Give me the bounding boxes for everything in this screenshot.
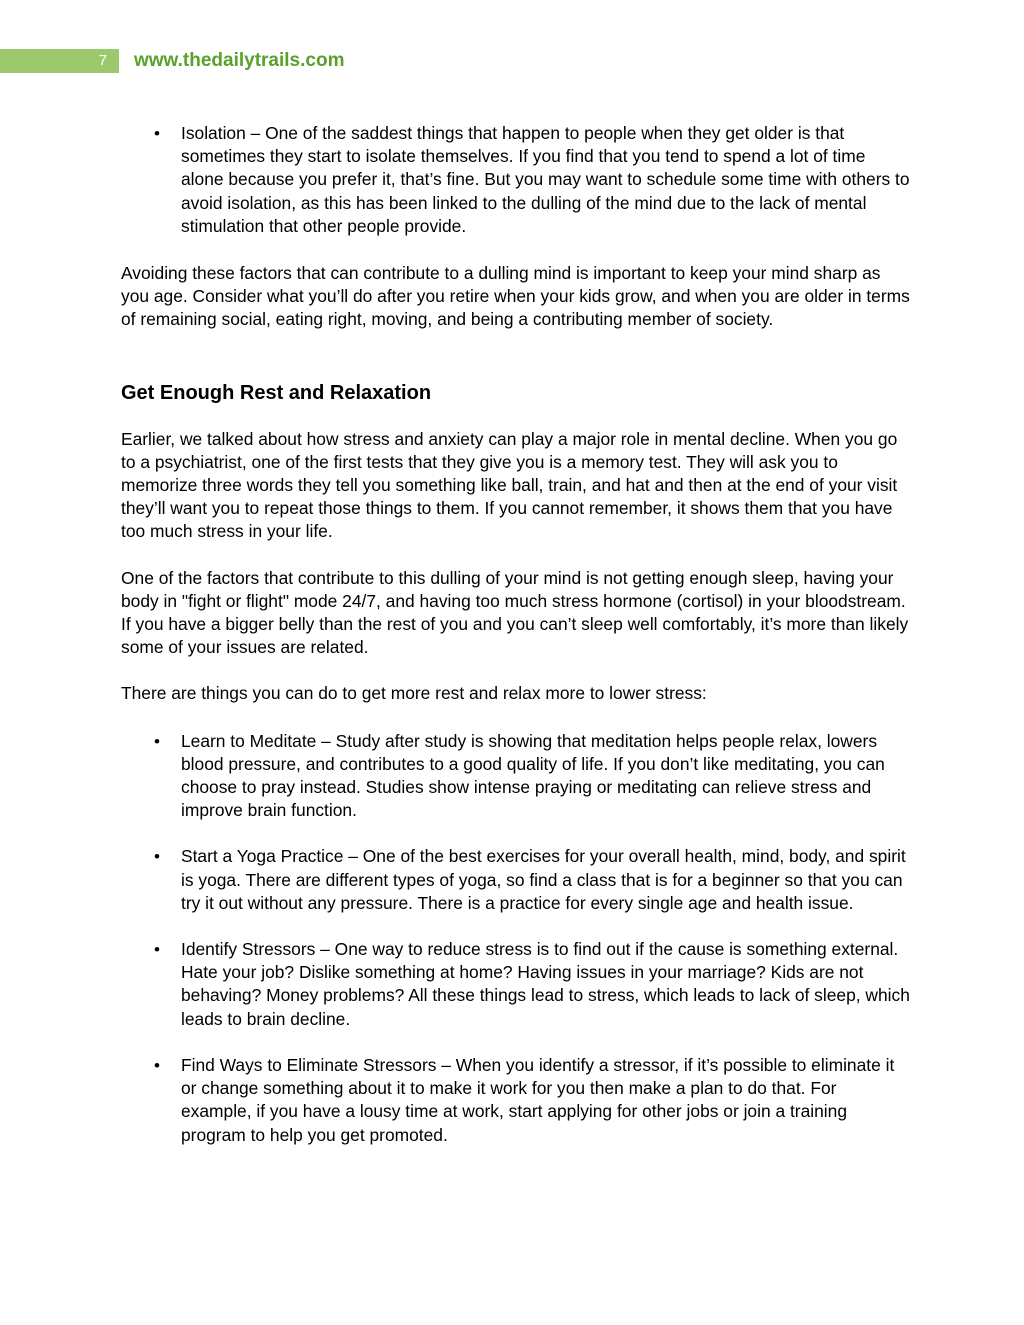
list-item	[121, 122, 911, 238]
summary-paragraph: Avoiding these factors that can contribute to a dulling mind is important to keep your mind sharp as you age. Consider what you’ll do after you retire when your kids grow, and when you are older in terms of remaining social, eating right, moving, and being a contributing member of society.	[121, 263, 910, 330]
list-item	[121, 938, 911, 1031]
page-number: 7	[0, 49, 119, 73]
list-item	[121, 1054, 911, 1147]
bullet-icon: •	[154, 731, 160, 751]
bullet-icon: •	[154, 124, 160, 143]
paragraph-sleep-factors: One of the factors that contribute to this dulling of your mind is not getting enough sleep, having your body in "fight or flight" mode 24/7, and having too much stress hormone (cortisol) in your bloodstream. If you have a bigger belly than the rest of you and you can’t sleep well comfortably, it’s more than likely some of your issues are related.	[121, 567, 909, 658]
relaxation-bullet-list	[121, 730, 911, 1147]
bullet-icon: •	[154, 847, 160, 867]
list-item	[121, 845, 911, 915]
section-heading: Get Enough Rest and Relaxation	[121, 381, 432, 404]
site-url[interactable]: www.thedailytrails.com	[134, 50, 345, 71]
paragraph-intro-list: There are things you can do to get more rest and relax more to lower stress:	[121, 683, 707, 704]
list-item-text: Learn to Meditate – Study after study is showing that meditation helps people relax, lowers blood pressure, and contributes to a good quality of life. If you don’t like meditating, you can choose to pray instead. Studies show intense praying or meditating can relieve stress and improve brain function.	[181, 730, 885, 821]
list-item-text: Start a Yoga Practice – One of the best exercises for your overall health, mind, body, and spirit is yoga. There are different types of yoga, so find a class that is for a beginner so that you can try it out without any pressure. There is a practice for every single age and health issue.	[181, 846, 906, 913]
bullet-icon: •	[154, 1055, 160, 1075]
list-item-text: Find Ways to Eliminate Stressors – When you identify a stressor, if it’s possible to eliminate it or change something about it to make it work for you then make a plan to do that. For example, if you have a lousy time at work, start applying for other jobs or join a training program to help you get promoted.	[181, 1054, 895, 1145]
isolation-bullet-list	[121, 122, 911, 238]
document-body	[121, 122, 911, 1147]
list-item	[121, 730, 911, 823]
page-header	[0, 49, 1024, 73]
list-item-text: Isolation – One of the saddest things that happen to people when they get older is that sometimes they start to isolate themselves. If you find that you tend to spend a lot of time alone because you prefer it, that’s fine. But you may want to schedule some time with others to avoid isolation, as this has been linked to the dulling of the mind due to the lack of mental stimulation that other people provide.	[181, 123, 910, 236]
paragraph-stress-memory: Earlier, we talked about how stress and anxiety can play a major role in mental decline. When you go to a psychiatrist, one of the first tests that they give you is a memory test. They will ask you to memorize three words they tell you something like ball, train, and hat and then at the end of your visit they’ll want you to repeat those things to them. If you cannot remember, it shows them that you have too much stress in your life.	[121, 428, 898, 542]
bullet-icon: •	[154, 940, 160, 960]
list-item-text: Identify Stressors – One way to reduce stress is to find out if the cause is something external. Hate your job? Dislike something at home? Having issues in your marriage? Kids are not behaving? Money problems? All these things lead to stress, which leads to lack of sleep, which leads to brain decline.	[181, 939, 910, 1029]
